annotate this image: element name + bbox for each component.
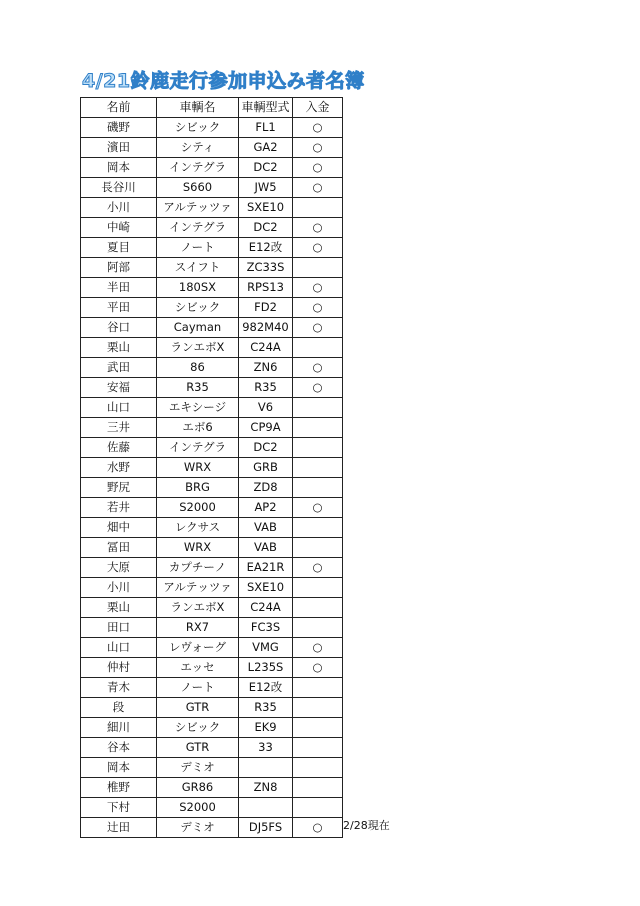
cell-payment bbox=[293, 198, 343, 218]
cell-car-model: C24A bbox=[239, 598, 293, 618]
table-row bbox=[81, 618, 343, 638]
cell-car-model: L235S bbox=[239, 658, 293, 678]
table-row bbox=[81, 578, 343, 598]
table-body bbox=[81, 118, 343, 838]
table-row bbox=[81, 118, 343, 138]
cell-name: 辻田 bbox=[81, 818, 157, 838]
header-car-model: 車輌型式 bbox=[239, 98, 293, 118]
cell-car-name: インテグラ bbox=[157, 438, 239, 458]
cell-car-name: レクサス bbox=[157, 518, 239, 538]
table-row bbox=[81, 398, 343, 418]
cell-car-model: GRB bbox=[239, 458, 293, 478]
cell-car-name: GTR bbox=[157, 738, 239, 758]
cell-payment bbox=[293, 258, 343, 278]
cell-name: 田口 bbox=[81, 618, 157, 638]
cell-name: 下村 bbox=[81, 798, 157, 818]
table-row bbox=[81, 638, 343, 658]
cell-name: 佐藤 bbox=[81, 438, 157, 458]
cell-car-model: FC3S bbox=[239, 618, 293, 638]
cell-car-name: シビック bbox=[157, 118, 239, 138]
cell-car-model: ZC33S bbox=[239, 258, 293, 278]
participant-table bbox=[80, 97, 343, 838]
cell-car-model: DC2 bbox=[239, 438, 293, 458]
cell-car-model: GA2 bbox=[239, 138, 293, 158]
table-row bbox=[81, 758, 343, 778]
cell-payment bbox=[293, 578, 343, 598]
cell-car-model: 982M40 bbox=[239, 318, 293, 338]
cell-car-name: インテグラ bbox=[157, 218, 239, 238]
table-row bbox=[81, 458, 343, 478]
cell-name: 水野 bbox=[81, 458, 157, 478]
cell-car-name: シビック bbox=[157, 718, 239, 738]
cell-car-model: VAB bbox=[239, 538, 293, 558]
cell-name: 濱田 bbox=[81, 138, 157, 158]
cell-car-model: RPS13 bbox=[239, 278, 293, 298]
cell-payment: ○ bbox=[293, 358, 343, 378]
cell-car-name: インテグラ bbox=[157, 158, 239, 178]
cell-car-model bbox=[239, 758, 293, 778]
cell-name: 小川 bbox=[81, 198, 157, 218]
table-row bbox=[81, 718, 343, 738]
cell-payment: ○ bbox=[293, 318, 343, 338]
cell-name: 山口 bbox=[81, 398, 157, 418]
cell-car-name: ランエボX bbox=[157, 338, 239, 358]
cell-name: 小川 bbox=[81, 578, 157, 598]
cell-payment: ○ bbox=[293, 118, 343, 138]
table-row bbox=[81, 678, 343, 698]
cell-payment bbox=[293, 718, 343, 738]
cell-name: 夏目 bbox=[81, 238, 157, 258]
cell-payment bbox=[293, 518, 343, 538]
cell-name: 安福 bbox=[81, 378, 157, 398]
table-row bbox=[81, 358, 343, 378]
cell-car-model: JW5 bbox=[239, 178, 293, 198]
cell-name: 青木 bbox=[81, 678, 157, 698]
cell-car-name: アルテッツァ bbox=[157, 578, 239, 598]
cell-car-model: FL1 bbox=[239, 118, 293, 138]
cell-car-model: ZN6 bbox=[239, 358, 293, 378]
cell-payment: ○ bbox=[293, 818, 343, 838]
table-row bbox=[81, 178, 343, 198]
cell-payment: ○ bbox=[293, 138, 343, 158]
cell-payment bbox=[293, 538, 343, 558]
cell-car-model: VAB bbox=[239, 518, 293, 538]
header-car-name: 車輌名 bbox=[157, 98, 239, 118]
table-row bbox=[81, 818, 343, 838]
cell-payment bbox=[293, 758, 343, 778]
table-row bbox=[81, 138, 343, 158]
cell-car-name: スイフト bbox=[157, 258, 239, 278]
cell-payment: ○ bbox=[293, 278, 343, 298]
cell-payment bbox=[293, 458, 343, 478]
cell-car-model: R35 bbox=[239, 698, 293, 718]
cell-car-name: エッセ bbox=[157, 658, 239, 678]
cell-car-name: カプチーノ bbox=[157, 558, 239, 578]
cell-name: 栗山 bbox=[81, 338, 157, 358]
cell-payment bbox=[293, 738, 343, 758]
cell-car-name: WRX bbox=[157, 458, 239, 478]
cell-payment bbox=[293, 418, 343, 438]
cell-name: 栗山 bbox=[81, 598, 157, 618]
cell-payment bbox=[293, 678, 343, 698]
cell-car-model: DC2 bbox=[239, 158, 293, 178]
cell-payment bbox=[293, 698, 343, 718]
cell-car-name: 86 bbox=[157, 358, 239, 378]
cell-car-name: S2000 bbox=[157, 798, 239, 818]
cell-name: 半田 bbox=[81, 278, 157, 298]
cell-name: 細川 bbox=[81, 718, 157, 738]
as-of-date: 2/28現在 bbox=[343, 819, 390, 832]
header-payment: 入金 bbox=[293, 98, 343, 118]
cell-car-name: ノート bbox=[157, 678, 239, 698]
cell-car-name: Cayman bbox=[157, 318, 239, 338]
table-header-row bbox=[81, 98, 343, 118]
cell-name: 仲村 bbox=[81, 658, 157, 678]
cell-payment: ○ bbox=[293, 558, 343, 578]
cell-car-model: ZD8 bbox=[239, 478, 293, 498]
cell-car-name: エキシージ bbox=[157, 398, 239, 418]
table-row bbox=[81, 438, 343, 458]
table-row bbox=[81, 518, 343, 538]
cell-car-name: S2000 bbox=[157, 498, 239, 518]
cell-car-name: WRX bbox=[157, 538, 239, 558]
cell-car-name: シティ bbox=[157, 138, 239, 158]
cell-car-model: AP2 bbox=[239, 498, 293, 518]
cell-payment bbox=[293, 778, 343, 798]
cell-car-model: DJ5FS bbox=[239, 818, 293, 838]
cell-name: 岡本 bbox=[81, 758, 157, 778]
cell-name: 長谷川 bbox=[81, 178, 157, 198]
table-row bbox=[81, 238, 343, 258]
cell-name: 中崎 bbox=[81, 218, 157, 238]
cell-car-name: アルテッツァ bbox=[157, 198, 239, 218]
cell-name: 椎野 bbox=[81, 778, 157, 798]
table-row bbox=[81, 798, 343, 818]
table-row bbox=[81, 538, 343, 558]
cell-payment: ○ bbox=[293, 178, 343, 198]
cell-name: 段 bbox=[81, 698, 157, 718]
table-row bbox=[81, 278, 343, 298]
cell-car-name: レヴォーグ bbox=[157, 638, 239, 658]
cell-car-name: GR86 bbox=[157, 778, 239, 798]
cell-car-model: FD2 bbox=[239, 298, 293, 318]
cell-car-model: EK9 bbox=[239, 718, 293, 738]
cell-payment: ○ bbox=[293, 658, 343, 678]
cell-car-model: DC2 bbox=[239, 218, 293, 238]
cell-name: 平田 bbox=[81, 298, 157, 318]
table-row bbox=[81, 198, 343, 218]
cell-name: 阿部 bbox=[81, 258, 157, 278]
table-row bbox=[81, 378, 343, 398]
page-title: 4/21鈴鹿走行参加申込み者名簿 bbox=[82, 70, 365, 92]
cell-car-name: GTR bbox=[157, 698, 239, 718]
table-row bbox=[81, 258, 343, 278]
header-name: 名前 bbox=[81, 98, 157, 118]
cell-car-model: E12改 bbox=[239, 238, 293, 258]
cell-name: 畑中 bbox=[81, 518, 157, 538]
cell-payment: ○ bbox=[293, 158, 343, 178]
cell-car-name: S660 bbox=[157, 178, 239, 198]
cell-car-name: R35 bbox=[157, 378, 239, 398]
cell-name: 谷本 bbox=[81, 738, 157, 758]
cell-payment: ○ bbox=[293, 498, 343, 518]
cell-payment bbox=[293, 438, 343, 458]
table-row bbox=[81, 418, 343, 438]
cell-payment: ○ bbox=[293, 378, 343, 398]
cell-car-model: SXE10 bbox=[239, 198, 293, 218]
cell-name: 三井 bbox=[81, 418, 157, 438]
cell-car-model: R35 bbox=[239, 378, 293, 398]
cell-car-name: ランエボX bbox=[157, 598, 239, 618]
cell-car-model: VMG bbox=[239, 638, 293, 658]
cell-car-name: 180SX bbox=[157, 278, 239, 298]
cell-payment: ○ bbox=[293, 218, 343, 238]
cell-payment: ○ bbox=[293, 238, 343, 258]
cell-payment bbox=[293, 478, 343, 498]
cell-car-name: デミオ bbox=[157, 818, 239, 838]
table-row bbox=[81, 558, 343, 578]
table-row bbox=[81, 738, 343, 758]
cell-car-name: シビック bbox=[157, 298, 239, 318]
table-row bbox=[81, 778, 343, 798]
table-row bbox=[81, 598, 343, 618]
cell-car-name: デミオ bbox=[157, 758, 239, 778]
table-row bbox=[81, 478, 343, 498]
cell-car-model: 33 bbox=[239, 738, 293, 758]
cell-payment: ○ bbox=[293, 638, 343, 658]
cell-car-model: SXE10 bbox=[239, 578, 293, 598]
cell-name: 山口 bbox=[81, 638, 157, 658]
cell-name: 武田 bbox=[81, 358, 157, 378]
cell-car-model: EA21R bbox=[239, 558, 293, 578]
cell-car-model: CP9A bbox=[239, 418, 293, 438]
cell-name: 谷口 bbox=[81, 318, 157, 338]
cell-name: 野尻 bbox=[81, 478, 157, 498]
cell-car-model: V6 bbox=[239, 398, 293, 418]
cell-car-name: RX7 bbox=[157, 618, 239, 638]
cell-payment bbox=[293, 598, 343, 618]
cell-payment bbox=[293, 798, 343, 818]
cell-car-model: E12改 bbox=[239, 678, 293, 698]
table-row bbox=[81, 298, 343, 318]
cell-payment bbox=[293, 338, 343, 358]
cell-car-model: ZN8 bbox=[239, 778, 293, 798]
table-row bbox=[81, 698, 343, 718]
cell-name: 大原 bbox=[81, 558, 157, 578]
table-row bbox=[81, 318, 343, 338]
cell-name: 若井 bbox=[81, 498, 157, 518]
cell-name: 磯野 bbox=[81, 118, 157, 138]
cell-payment bbox=[293, 398, 343, 418]
cell-car-model bbox=[239, 798, 293, 818]
cell-name: 冨田 bbox=[81, 538, 157, 558]
cell-payment: ○ bbox=[293, 298, 343, 318]
cell-car-name: ノート bbox=[157, 238, 239, 258]
table-row bbox=[81, 658, 343, 678]
cell-car-model: C24A bbox=[239, 338, 293, 358]
cell-payment bbox=[293, 618, 343, 638]
table-row bbox=[81, 338, 343, 358]
table-row bbox=[81, 158, 343, 178]
table-row bbox=[81, 218, 343, 238]
table-row bbox=[81, 498, 343, 518]
cell-car-name: エボ6 bbox=[157, 418, 239, 438]
cell-name: 岡本 bbox=[81, 158, 157, 178]
cell-car-name: BRG bbox=[157, 478, 239, 498]
